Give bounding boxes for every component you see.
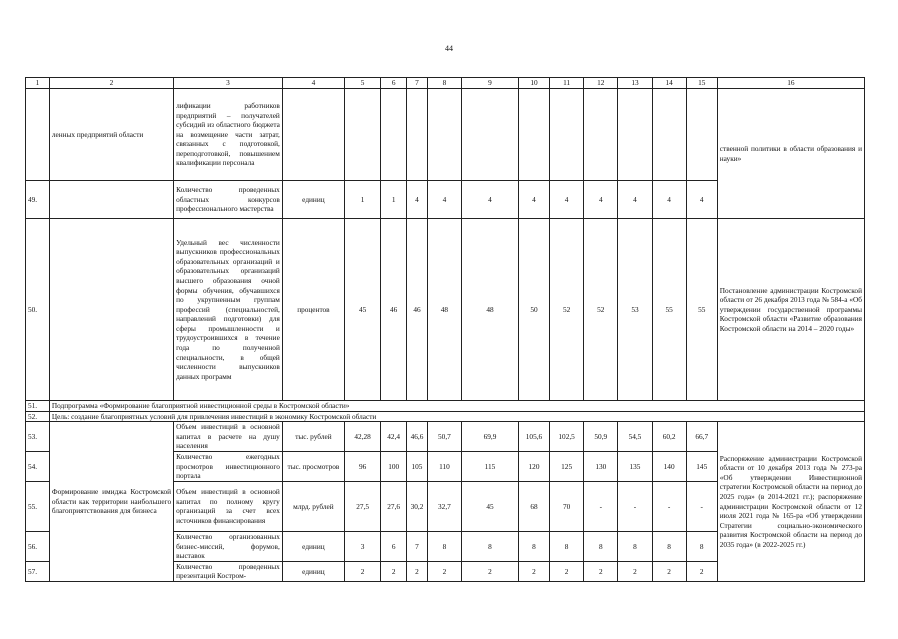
cell-value: 110 [427,451,461,481]
cell-value: 4 [618,181,652,219]
cell-value: 8 [618,531,652,561]
cell-value: 115 [462,451,519,481]
cell-value: 102,5 [550,422,584,452]
cell-value: 2 [344,561,380,581]
table-row [26,219,865,401]
header-cell: 10 [518,78,549,89]
cell-value: - [686,481,717,531]
cell-value: 135 [618,451,652,481]
cell-indicator: Количество проведенных презентаций Костром- [174,561,283,581]
header-cell: 15 [686,78,717,89]
header-cell: 13 [618,78,652,89]
cell-value: 46 [381,219,407,401]
indicators-table [25,77,865,582]
cell-value: 1 [344,181,380,219]
cell-value: 8 [550,531,584,561]
header-cell: 3 [174,78,283,89]
cell-value: 145 [686,451,717,481]
cell-value: 42,4 [381,422,407,452]
table-row [26,89,865,181]
cell-value: 4 [584,181,618,219]
cell-value: 60,2 [652,422,686,452]
cell-indicator: лификации работников предприятий – получателей субсидий из областного бюджета на возмещение части затрат, связанных с подготовкой, переподготовкой, повышением квалификации персонала [174,89,283,181]
cell-unit: тыс. рублей [282,422,344,452]
cell-value: 70 [550,481,584,531]
cell-doc: ственной политики в области образования и науки» [717,89,864,219]
cell-value: 46 [407,219,428,401]
cell-value: 55 [686,219,717,401]
cell-num: 49. [26,181,50,219]
goal-row [26,411,865,422]
cell-value: 52 [550,219,584,401]
cell-value: 100 [381,451,407,481]
page-number: 44 [445,44,453,53]
cell-indicator: Количество ежегодных просмотров инвестиционного портала [174,451,283,481]
cell-value: 4 [407,181,428,219]
cell-value: 4 [686,181,717,219]
header-cell: 12 [584,78,618,89]
cell-num: 57. [26,561,50,581]
cell-value: 45 [462,481,519,531]
header-cell: 1 [26,78,50,89]
cell-unit: единиц [282,531,344,561]
cell-value: 105,6 [518,422,549,452]
cell-value: 4 [652,181,686,219]
cell-value: - [618,481,652,531]
cell-value: 48 [427,219,461,401]
cell-value: 2 [462,561,519,581]
cell-num: 51. [26,401,50,412]
cell-doc: Постановление администрации Костромской области от 26 декабря 2013 года № 584-а «Об утверждении государственной программы Костромской области «Развитие образования Костромской области на 2014 – 2020 годы» [717,219,864,401]
cell-value: 54,5 [618,422,652,452]
cell-value: 130 [584,451,618,481]
header-cell: 14 [652,78,686,89]
cell-value: 2 [550,561,584,581]
header-cell: 8 [427,78,461,89]
cell-value: 2 [518,561,549,581]
cell-num: 55. [26,481,50,531]
cell-task: ленных предприятий области [49,89,173,181]
cell-value: 30,2 [407,481,428,531]
cell-value: 8 [518,531,549,561]
cell-value: 53 [618,219,652,401]
cell-value: 50 [518,219,549,401]
cell-value: 8 [652,531,686,561]
header-cell: 11 [550,78,584,89]
cell-indicator: Объем инвестиций в основной капитал в расчете на душу населения [174,422,283,452]
cell-num: 54. [26,451,50,481]
cell-value: 8 [584,531,618,561]
cell-value: 1 [381,181,407,219]
cell-num: 53. [26,422,50,452]
cell-value: 2 [686,561,717,581]
cell-value: 32,7 [427,481,461,531]
cell-value: 125 [550,451,584,481]
cell-value: 8 [462,531,519,561]
cell-num [26,89,50,181]
cell-indicator: Количество проведенных областных конкурсов профессионального мастерства [174,181,283,219]
cell-value: 4 [462,181,519,219]
cell-value: 2 [652,561,686,581]
cell-doc: Распоряжение администрации Костромской области от 10 декабря 2013 года № 273-ра «Об утверждении Инвестиционной стратегии Костромской области на период до 2025 года» (в 2014-2021 гг.); распоряжение администрации Костромской области от 12 июля 2021 года № 165-ра «Об утверждении Стратегии социально-экономического развития Костромской области на период до 2035 года» (в 2022-2025 гг.) [717,422,864,582]
cell-num: 52. [26,411,50,422]
header-cell: 7 [407,78,428,89]
cell-indicator: Количество организованных бизнес-миссий, форумов, выставок [174,531,283,561]
header-row [26,78,865,89]
goal-title: Цель: создание благоприятных условий для привлечения инвестиций в экономику Костромской области [49,411,864,422]
header-cell: 2 [49,78,173,89]
cell-value: 2 [407,561,428,581]
cell-value: 120 [518,451,549,481]
table-row [26,422,865,452]
cell-value: 6 [381,531,407,561]
cell-value: 27,6 [381,481,407,531]
cell-value: 48 [462,219,519,401]
cell-value: 3 [344,531,380,561]
cell-value: 4 [518,181,549,219]
cell-unit: процентов [282,219,344,401]
cell-num: 50. [26,219,50,401]
cell-value: 8 [427,531,461,561]
cell-value: 7 [407,531,428,561]
subprogram-title: Подпрограмма «Формирование благоприятной инвестиционной среды в Костромской области» [49,401,864,412]
header-cell: 6 [381,78,407,89]
cell-unit: единиц [282,181,344,219]
cell-value: 68 [518,481,549,531]
cell-value: 45 [344,219,380,401]
header-cell: 9 [462,78,519,89]
cell-task: Формирование имиджа Костромской области как территории наибольшего благоприятствования для бизнеса [49,422,173,582]
cell-unit: млрд. рублей [282,481,344,531]
cell-value: 2 [584,561,618,581]
cell-value: 4 [550,181,584,219]
cell-value: 42,28 [344,422,380,452]
cell-value: 69,9 [462,422,519,452]
cell-value: 2 [618,561,652,581]
subprogram-row [26,401,865,412]
cell-unit: тыс. просмотров [282,451,344,481]
cell-value: 66,7 [686,422,717,452]
cell-value: 55 [652,219,686,401]
header-cell: 4 [282,78,344,89]
cell-indicator: Удельный вес численности выпускников профессиональных образовательных организаций и образовательных организаций высшего образования очной формы обучения, обучавшихся по укрупненным группам профессий (специальностей, направлений подготовки) для сферы промышленности и трудоустроившихся в течение года по полученной специальности, в общей численности выпускников данных программ [174,219,283,401]
cell-value: 27,5 [344,481,380,531]
cell-value: 52 [584,219,618,401]
cell-value: 2 [427,561,461,581]
cell-value: - [584,481,618,531]
cell-value: 105 [407,451,428,481]
cell-num: 56. [26,531,50,561]
cell-value: 4 [427,181,461,219]
cell-value: 140 [652,451,686,481]
cell-value: 8 [686,531,717,561]
cell-value: 2 [381,561,407,581]
header-cell: 5 [344,78,380,89]
cell-unit: единиц [282,561,344,581]
cell-indicator: Объем инвестиций в основной капитал по полному кругу организаций за счет всех источников финансирования [174,481,283,531]
cell-value: 50,7 [427,422,461,452]
header-cell: 16 [717,78,864,89]
cell-value: 46,6 [407,422,428,452]
cell-value: - [652,481,686,531]
cell-value: 96 [344,451,380,481]
cell-value: 50,9 [584,422,618,452]
